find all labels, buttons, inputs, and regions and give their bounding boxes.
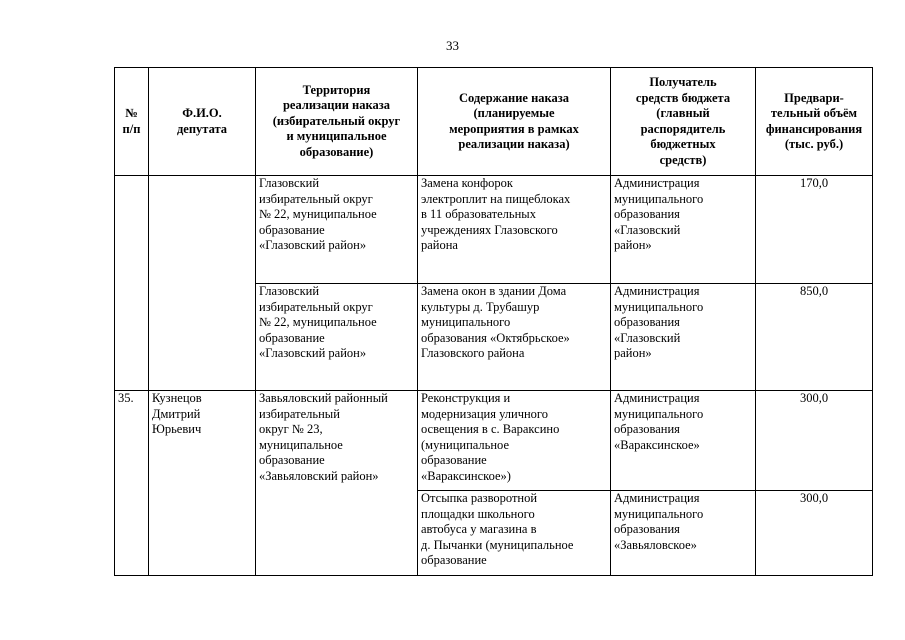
funding-cell: 850,0 bbox=[756, 284, 873, 391]
table-row bbox=[115, 391, 873, 491]
recipient-cell: Администрация муниципального образования «Завьяловское» bbox=[611, 491, 756, 576]
deputy-cell: Кузнецов Дмитрий Юрьевич bbox=[149, 391, 256, 576]
content-cell: Реконструкция и модернизация уличного освещения в с. Вараксино (муниципальное образование «Вараксинское») bbox=[418, 391, 611, 491]
header-budget-recipient: Получатель средств бюджета (главный распорядитель бюджетных средств) bbox=[611, 68, 756, 176]
header-territory: Территория реализации наказа (избирательный округ и муниципальное образование) bbox=[256, 68, 418, 176]
number-cell: 35. bbox=[115, 391, 149, 576]
recipient-cell: Администрация муниципального образования «Глазовский район» bbox=[611, 284, 756, 391]
content-cell: Замена конфорок электроплит на пищеблоках в 11 образовательных учреждениях Глазовского района bbox=[418, 176, 611, 284]
deputy-cell bbox=[149, 176, 256, 391]
funding-cell: 170,0 bbox=[756, 176, 873, 284]
territory-cell: Глазовский избирательный округ № 22, муниципальное образование «Глазовский район» bbox=[256, 284, 418, 391]
header-number: № п/п bbox=[115, 68, 149, 176]
funding-cell: 300,0 bbox=[756, 391, 873, 491]
territory-cell: Завьяловский районный избирательный округ № 23, муниципальное образование «Завьяловский район» bbox=[256, 391, 418, 576]
header-funding: Предвари- тельный объём финансирования (тыс. руб.) bbox=[756, 68, 873, 176]
recipient-cell: Администрация муниципального образования «Вараксинское» bbox=[611, 391, 756, 491]
number-cell bbox=[115, 176, 149, 391]
territory-cell: Глазовский избирательный округ № 22, муниципальное образование «Глазовский район» bbox=[256, 176, 418, 284]
content-cell: Замена окон в здании Дома культуры д. Трубашур муниципального образования «Октябрьское» Глазовского района bbox=[418, 284, 611, 391]
table-header-row bbox=[115, 68, 873, 176]
orders-table bbox=[114, 67, 873, 576]
table-row bbox=[115, 176, 873, 284]
recipient-cell: Администрация муниципального образования «Глазовский район» bbox=[611, 176, 756, 284]
header-deputy-name: Ф.И.О. депутата bbox=[149, 68, 256, 176]
funding-cell: 300,0 bbox=[756, 491, 873, 576]
content-cell: Отсыпка разворотной площадки школьного автобуса у магазина в д. Пычанки (муниципальное образование bbox=[418, 491, 611, 576]
page-number: 33 bbox=[446, 38, 459, 53]
header-order-content: Содержание наказа (планируемые мероприятия в рамках реализации наказа) bbox=[418, 68, 611, 176]
